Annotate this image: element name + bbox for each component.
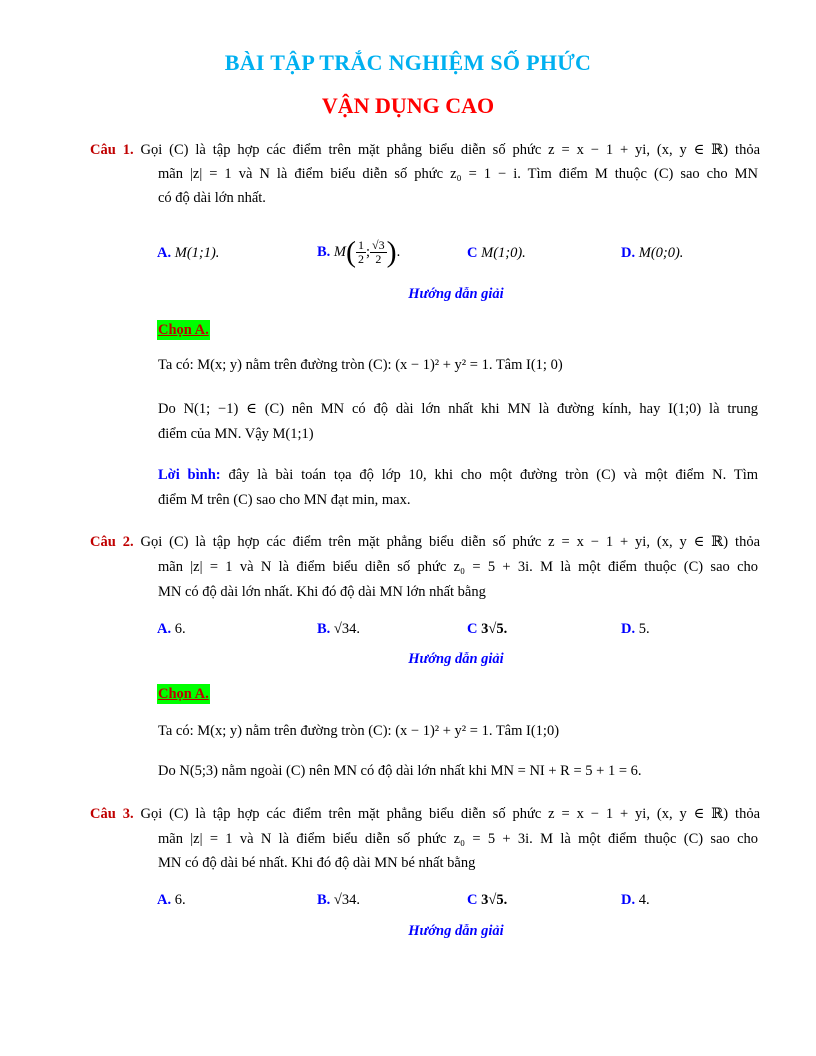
- q1-option-c: C M(1;0).: [467, 245, 526, 261]
- q2-option-b: B. √34.: [317, 621, 361, 637]
- q1-note-label: Lời bình:: [158, 467, 221, 483]
- q3-text-line2: mãn |z| = 1 và N là điểm biểu diễn số phức z₀ = 5 + 3i. M là một điểm thuộc (C) sao cho: [158, 831, 758, 847]
- q1-note-line1: Lời bình: đây là bài toán tọa độ lớp 10, khi cho một đường tròn (C) và một điểm N. Tìm: [158, 467, 759, 483]
- q1-guide-heading: Hướng dẫn giải: [408, 286, 504, 302]
- q1-note-line2: điểm M trên (C) sao cho MN đạt min, max.: [158, 492, 411, 508]
- q3-option-a: A. 6.: [157, 892, 186, 908]
- q1-text-line3: có độ dài lớn nhất.: [158, 190, 266, 206]
- q2-text-line1: Gọi (C) là tập hợp các điểm trên mặt phẳng biểu diễn số phức z = x − 1 + yi, (x, y ∈ ℝ) thỏa: [140, 534, 761, 550]
- q3-guide-heading: Hướng dẫn giải: [408, 923, 504, 939]
- q1-solution-line2: Do N(1; −1) ∈ (C) nên MN có độ dài lớn nhất khi MN là đường kính, hay I(1;0) là trung: [158, 401, 758, 417]
- q2-label: Câu 2.: [90, 534, 134, 550]
- q1-text-line2: mãn |z| = 1 và N là điểm biểu diễn số phức z₀ = 1 − i. Tìm điểm M thuộc (C) sao cho MN: [158, 166, 758, 182]
- q2-text-line2: mãn |z| = 1 và N là điểm biểu diễn số phức z₀ = 5 + 3i. M là một điểm thuộc (C) sao cho: [158, 559, 758, 575]
- q2-solution-line1: Ta có: M(x; y) nằm trên đường tròn (C): (x − 1)² + y² = 1. Tâm I(1;0): [158, 723, 560, 739]
- q1-solution-line1: Ta có: M(x; y) nằm trên đường tròn (C): (x − 1)² + y² = 1. Tâm I(1; 0): [158, 357, 563, 373]
- q3-option-b: B. √34.: [317, 892, 361, 908]
- q1-answer: Chọn A.: [158, 322, 209, 338]
- q3-option-c: C 3√5.: [467, 892, 508, 908]
- q2-option-c: C 3√5.: [467, 621, 508, 637]
- q3-label: Câu 3.: [90, 806, 134, 822]
- q2-answer: Chọn A.: [158, 686, 209, 702]
- q2-guide-heading: Hướng dẫn giải: [408, 651, 504, 667]
- q3-line1: [90, 803, 760, 825]
- q1-option-a: A. M(1;1).: [157, 245, 220, 261]
- q3-text-line1: Gọi (C) là tập hợp các điểm trên mặt phẳng biểu diễn số phức z = x − 1 + yi, (x, y ∈ ℝ) thỏa: [140, 806, 761, 822]
- q2-solution-line2: Do N(5;3) nằm ngoài (C) nên MN có độ dài lớn nhất khi MN = NI + R = 5 + 1 = 6.: [158, 763, 642, 779]
- q1-option-d: D. M(0;0).: [621, 245, 684, 261]
- q1-option-b: B. M( $\frac{1}{2}$ ; $\frac{√3}{2}$ ).: [317, 235, 401, 269]
- q2-option-a: A. 6.: [157, 621, 186, 637]
- q2-line1: [90, 531, 760, 553]
- q2-option-d: D. 5.: [621, 621, 650, 637]
- q1-line1: [90, 139, 760, 161]
- q1-solution-line3: điểm của MN. Vậy M(1;1): [158, 426, 314, 442]
- q3-text-line3: MN có độ dài bé nhất. Khi đó độ dài MN bé nhất bằng: [158, 855, 476, 871]
- document-title: BÀI TẬP TRẮC NGHIỆM SỐ PHỨC: [224, 50, 592, 75]
- q3-option-d: D. 4.: [621, 892, 650, 908]
- q1-label: Câu 1.: [90, 142, 134, 158]
- q2-text-line3: MN có độ dài lớn nhất. Khi đó độ dài MN lớn nhất bằng: [158, 584, 486, 600]
- q1-text-line1: Gọi (C) là tập hợp các điểm trên mặt phẳng biểu diễn số phức z = x − 1 + yi, (x, y ∈ ℝ) thỏa: [140, 142, 761, 158]
- document-subtitle: VẬN DỤNG CAO: [321, 93, 495, 118]
